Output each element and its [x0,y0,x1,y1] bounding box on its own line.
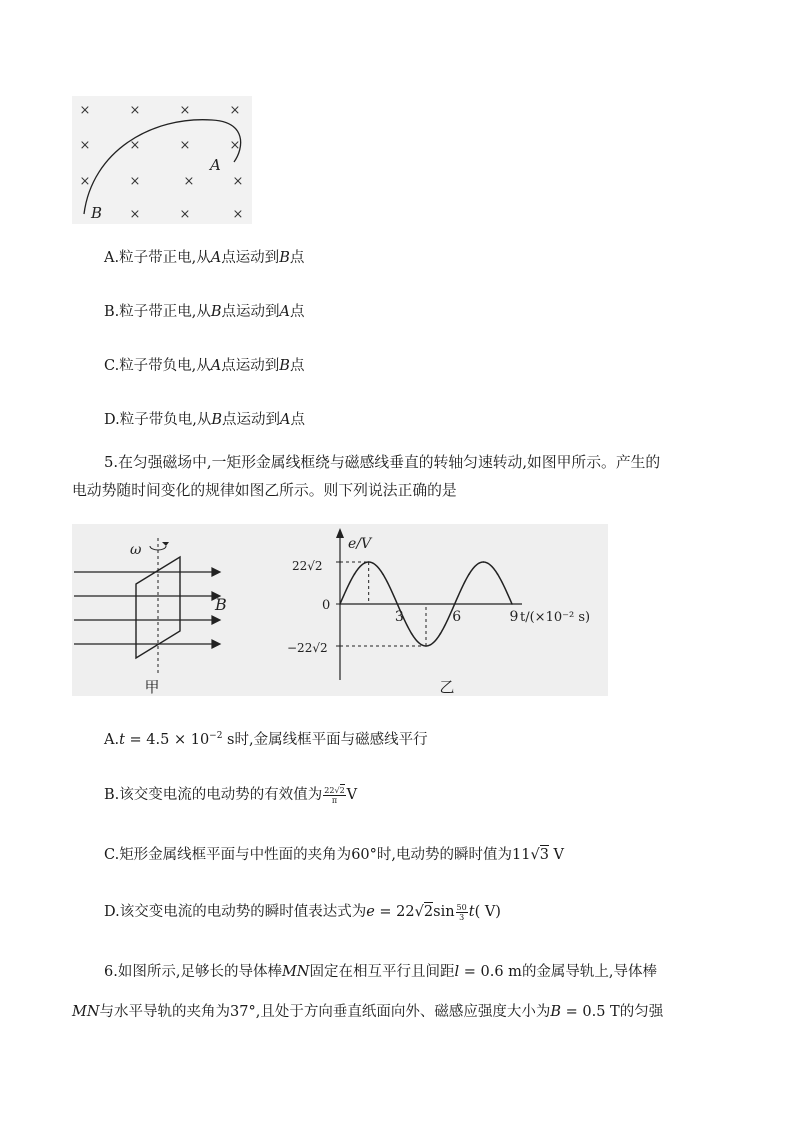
q5-stem-line1: 5.在匀强磁场中,一矩形金属线框绕与磁感线垂直的转轴匀速转动,如图甲所示。产生的 [104,454,661,471]
q5-option-a: $A.t = 4.5 \times 10^{-2}$ s时,金属线框平面与磁感线平行 [104,731,428,748]
field-cross: × [232,174,244,189]
emf-data-point [511,603,513,605]
field-cross: × [79,138,91,153]
x-axis-label: t/(×10⁻² s) [520,610,591,625]
emf-data-point [497,573,499,575]
q4-option-b: B.粒子带正电,从B点运动到A点 [104,304,305,320]
field-cross: × [179,103,191,118]
q5-option-c: C.矩形金属线框平面与中性面的夹角为60°时,电动势的瞬时值为11√3 V [104,847,565,863]
q5-option-b: B.该交变电流的电动势的有效值为 $\frac{22√2}{\pi}$ V [104,785,358,805]
omega-label: ω [130,542,142,558]
field-cross: × [179,207,191,222]
effective-value-fraction: $\frac{22√2}{\pi}$ [324,785,345,805]
q4-option-c: C.粒子带负电,从A点运动到B点 [104,358,305,374]
emf-data-point [354,573,356,575]
x-tick-label: 9 [509,609,519,625]
field-cross: × [179,138,191,153]
field-cross: × [79,103,91,118]
q5-stem-line2: 电动势随时间变化的规律如图乙所示。则下列说法正确的是 [72,482,457,499]
emf-data-point [483,561,485,563]
figure-coil [72,524,282,696]
q4-option-a: A.粒子带正电,从A点运动到B点 [104,250,305,266]
field-cross: × [183,174,195,189]
origin-label: 0 [322,598,331,613]
figure-emf-graph [282,524,608,696]
emf-data-point [397,603,399,605]
x-tick-label: 3 [394,609,404,625]
y-axis-label: e/V [348,536,372,552]
field-cross: × [129,103,141,118]
q4-option-d: D.粒子带负电,从B点运动到A点 [104,412,305,428]
point-a-label: A [210,156,221,174]
figure-background [72,524,282,696]
field-cross: × [129,207,141,222]
field-cross: × [129,174,141,189]
angular-frequency-fraction: $\frac{50}{3}$ [456,902,467,922]
emf-data-point [440,633,442,635]
field-cross: × [129,138,141,153]
field-cross: × [79,174,91,189]
figure-jia-caption: 甲 [144,678,160,696]
emf-data-point [411,633,413,635]
q6-line2: MN与水平导轨的夹角为37°,且处于方向垂直纸面向外、磁感应强度大小为B = 0.5 T的匀强 [72,1004,664,1020]
y-min-label: −22√2 [287,641,328,655]
field-b-label: B [215,595,227,614]
q6-line1: 6.如图所示,足够长的导体棒MN固定在相互平行且间距l = 0.6 m的金属导轨上,导体棒 [104,964,658,980]
x-tick-label: 6 [452,609,462,625]
field-cross: × [232,207,244,222]
emf-data-point [382,573,384,575]
emf-data-point [454,603,456,605]
figure-yi-caption: 乙 [439,678,455,696]
field-cross: × [229,138,241,153]
y-max-label: 22√2 [292,559,323,573]
point-b-label: B [91,204,103,222]
field-cross: × [229,103,241,118]
figure-particle-track [72,96,252,224]
emf-data-point [468,573,470,575]
q5-option-d: D.该交变电流的电动势的瞬时值表达式为e = 22√2sin $\frac{50}{3}$ t( V) [104,902,501,922]
